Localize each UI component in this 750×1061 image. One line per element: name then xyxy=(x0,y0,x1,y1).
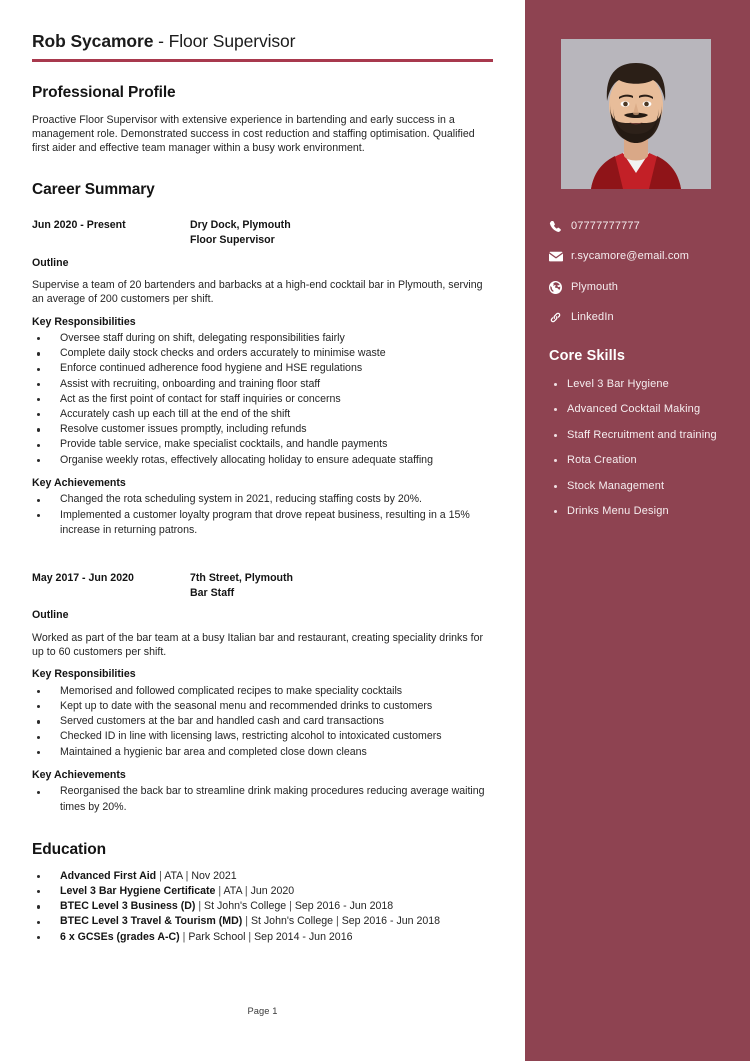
list-item: 6 x GCSEs (grades A-C) | Park School | Sep 2014 - Jun 2016 xyxy=(32,930,502,945)
education-institution: ATA xyxy=(164,869,183,882)
phone-value: 07777777777 xyxy=(571,219,640,232)
list-item: BTEC Level 3 Business (D) | St John's College | Sep 2016 - Jun 2018 xyxy=(32,899,502,914)
list-item: Maintained a hygienic bar area and completed close down cleans xyxy=(32,745,500,760)
contact-list xyxy=(549,214,744,336)
list-item: Complete daily stock checks and orders accurately to minimise waste xyxy=(32,346,500,361)
job-role: Bar Staff xyxy=(190,586,235,599)
list-item: Checked ID in line with licensing laws, restricting alcohol to intoxicated customers xyxy=(32,729,500,744)
phone-icon xyxy=(549,220,571,233)
achievements-list xyxy=(32,492,500,538)
list-item: Resolve customer issues promptly, including refunds xyxy=(32,422,500,437)
education-dates: Nov 2021 xyxy=(191,869,237,882)
page-footer: Page 1 xyxy=(247,1006,278,1016)
list-item: Provide table service, make specialist cocktails, and handle payments xyxy=(32,437,500,452)
avatar xyxy=(561,39,711,189)
achievements-label: Key Achievements xyxy=(32,476,126,489)
education-qualification: Level 3 Bar Hygiene Certificate xyxy=(60,884,216,897)
list-item: Enforce continued adherence food hygiene and HSE regulations xyxy=(32,361,500,376)
list-item: Implemented a customer loyalty program that drove repeat business, resulting in a 15% increase in returning patrons. xyxy=(32,508,500,538)
education-qualification: BTEC Level 3 Travel & Tourism (MD) xyxy=(60,915,243,928)
title-separator: - xyxy=(153,31,169,51)
globe-icon xyxy=(549,281,571,294)
sidebar xyxy=(525,0,750,1061)
job-dates: Jun 2020 - Present xyxy=(32,219,126,232)
list-item: Kept up to date with the seasonal menu and recommended drinks to customers xyxy=(32,699,500,714)
profile-photo xyxy=(561,39,711,189)
core-skills-title: Core Skills xyxy=(549,348,626,364)
responsibilities-list xyxy=(32,331,500,468)
list-item: Stock Management xyxy=(549,480,745,493)
list-item: Drinks Menu Design xyxy=(549,505,745,518)
envelope-icon xyxy=(549,251,571,262)
education-list xyxy=(32,869,502,945)
job-header xyxy=(32,219,493,248)
list-item: Act as the first point of contact for staff inquiries or concerns xyxy=(32,392,500,407)
responsibilities-label: Key Responsibilities xyxy=(32,668,136,681)
education-dates: Jun 2020 xyxy=(250,884,295,897)
section-title-career: Career Summary xyxy=(32,181,155,199)
candidate-name: Rob Sycamore xyxy=(32,31,154,51)
profile-paragraph: Proactive Floor Supervisor with extensive experience in bartending and early success in a management role. Demonstrated success in cost reduction and staffing optimisation. Qualified first aider and effective team manager within a busy work environment. xyxy=(32,113,475,154)
job-company: 7th Street, Plymouth xyxy=(190,571,294,584)
linkedin-value: LinkedIn xyxy=(571,311,614,323)
header-divider xyxy=(32,59,493,62)
list-item: Memorised and followed complicated recipes to make speciality cocktails xyxy=(32,684,500,699)
education-qualification: BTEC Level 3 Business (D) xyxy=(60,900,196,913)
responsibilities-list xyxy=(32,684,500,760)
section-title-education: Education xyxy=(32,840,107,858)
job-header xyxy=(32,572,493,601)
location-value: Plymouth xyxy=(571,280,619,293)
section-title-profile: Professional Profile xyxy=(32,83,176,101)
core-skills-list xyxy=(549,378,745,530)
email-value: r.sycamore@email.com xyxy=(571,250,690,262)
education-qualification: 6 x GCSEs (grades A-C) xyxy=(60,930,180,943)
list-item: Advanced First Aid | ATA | Nov 2021 xyxy=(32,869,502,884)
achievements-label: Key Achievements xyxy=(32,768,126,781)
job-outline: Worked as part of the bar team at a busy Italian bar and restaurant, creating speciality drinks for up to 60 customers per shift. xyxy=(32,631,484,659)
list-item: Staff Recruitment and training xyxy=(549,429,745,442)
job-dates: May 2017 - Jun 2020 xyxy=(32,571,134,584)
list-item: Advanced Cocktail Making xyxy=(549,403,745,416)
job-entry xyxy=(32,219,493,538)
education-dates: Sep 2016 - Jun 2018 xyxy=(294,900,394,913)
list-item: Oversee staff during on shift, delegating responsibilities fairly xyxy=(32,331,500,346)
job-role: Floor Supervisor xyxy=(190,234,275,247)
responsibilities-label: Key Responsibilities xyxy=(32,315,136,328)
education-institution: ATA xyxy=(223,884,242,897)
contact-email[interactable] xyxy=(549,245,744,269)
contact-location[interactable] xyxy=(549,275,744,299)
list-item: BTEC Level 3 Travel & Tourism (MD) | St John's College | Sep 2016 - Jun 2018 xyxy=(32,914,502,929)
link-icon xyxy=(549,311,571,324)
list-item: Level 3 Bar Hygiene Certificate | ATA | Jun 2020 xyxy=(32,884,502,899)
list-item: Assist with recruiting, onboarding and training floor staff xyxy=(32,377,500,392)
list-item: Organise weekly rotas, effectively allocating holiday to ensure adequate staffing xyxy=(32,453,500,468)
job-entry xyxy=(32,572,493,815)
education-institution: St John's College xyxy=(250,915,334,928)
education-institution: St John's College xyxy=(204,900,287,913)
contact-phone[interactable] xyxy=(549,214,744,238)
list-item: Level 3 Bar Hygiene xyxy=(549,378,745,391)
education-institution: Park School xyxy=(188,930,246,943)
list-item: Accurately cash up each till at the end of the shift xyxy=(32,407,500,422)
education-dates: Sep 2016 - Jun 2018 xyxy=(341,915,441,928)
outline-label: Outline xyxy=(32,609,69,622)
page-title xyxy=(32,0,493,52)
outline-label: Outline xyxy=(32,256,69,269)
contact-linkedin[interactable] xyxy=(549,306,744,330)
education-dates: Sep 2014 - Jun 2016 xyxy=(254,930,353,943)
list-item: Rota Creation xyxy=(549,454,745,467)
job-outline: Supervise a team of 20 bartenders and barbacks at a high-end cocktail bar in Plymouth, serving an average of 200 customers per shift. xyxy=(32,279,483,306)
job-company: Dry Dock, Plymouth xyxy=(190,219,291,232)
candidate-job-title: Floor Supervisor xyxy=(168,31,296,51)
education-qualification: Advanced First Aid xyxy=(60,869,157,882)
list-item: Reorganised the back bar to streamline drink making procedures reducing average waiting times by 20%. xyxy=(32,784,500,814)
achievements-list xyxy=(32,784,500,814)
list-item: Changed the rota scheduling system in 2021, reducing staffing costs by 20%. xyxy=(32,492,500,507)
list-item: Served customers at the bar and handled cash and card transactions xyxy=(32,714,500,729)
